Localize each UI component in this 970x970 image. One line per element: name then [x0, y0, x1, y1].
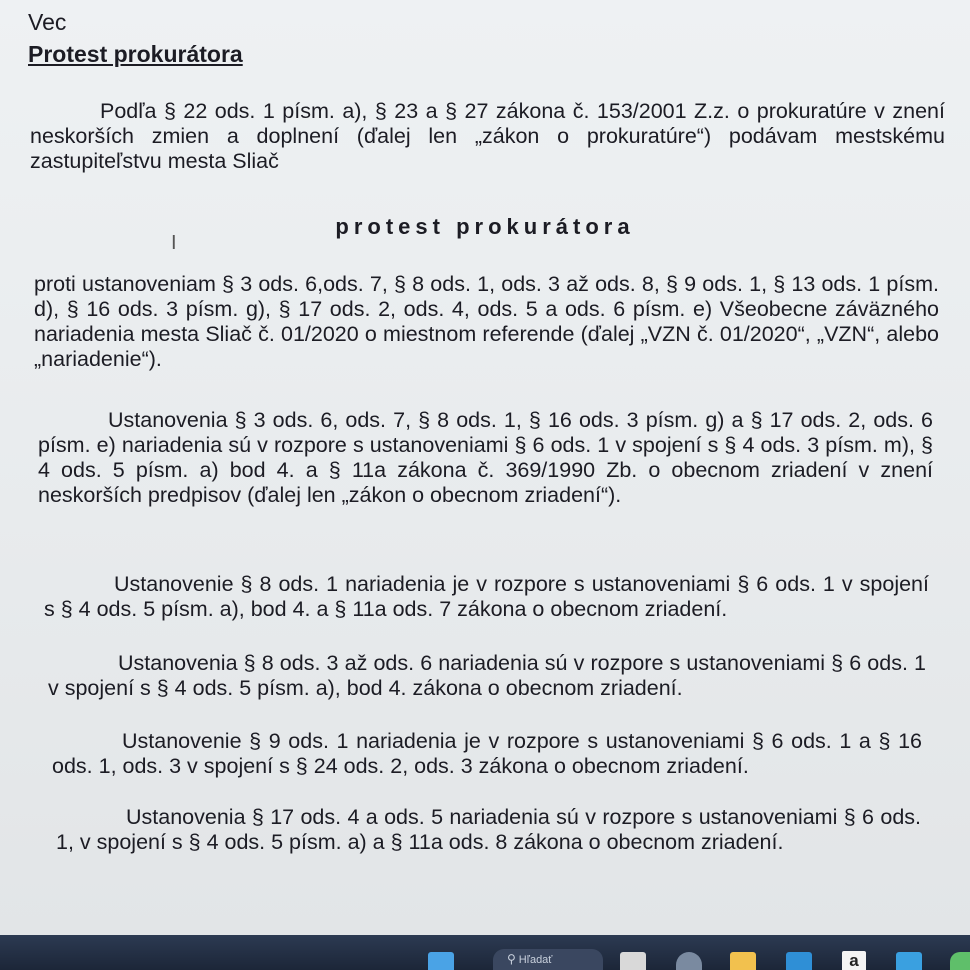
windows-start-icon[interactable] — [428, 952, 454, 970]
app-a-icon[interactable]: a — [842, 951, 866, 970]
paragraph: Ustanovenia § 3 ods. 6, ods. 7, § 8 ods. 1, § 16 ods. 3 písm. g) a § 17 ods. 2, ods. 6 písm. e) nariadenia sú v rozpore s ustanoveniami § 6 ods. 1 v spojení s § 4 ods. 3 písm. m), § 4 ods. 5 písm. a) bod 4. a § 11a zákona č. 369/1990 Zb. o obecnom zriadení v znení neskorších predpisov (ďalej len „zákon o obecnom zriadení“). — [38, 408, 933, 507]
taskbar-search-box[interactable] — [493, 949, 603, 970]
intro-paragraph: Podľa § 22 ods. 1 písm. a), § 23 a § 27 zákona č. 153/2001 Z.z. o prokuratúre v znení neskorších zmien a doplnení (ďalej len „zákon o prokuratúre“) podávam mestskému zastupiteľstvu mesta Sliač — [30, 99, 945, 173]
paragraph: Ustanovenie § 8 ods. 1 nariadenia je v rozpore s ustanoveniami § 6 ods. 1 v spojení s § 4 ods. 5 písm. a), bod 4. a § 11a ods. 7 zákona o obecnom zriadení. — [44, 572, 929, 621]
app-icon[interactable] — [950, 952, 970, 970]
search-label: Hľadať — [518, 954, 553, 966]
search-icon: ⚲ — [507, 952, 516, 966]
subject-label: Vec — [28, 9, 67, 35]
paragraph: Ustanovenia § 17 ods. 4 a ods. 5 nariadenia sú v rozpore s ustanoveniami § 6 ods. 1, v spojení s § 4 ods. 5 písm. a) a § 11a ods. 8 zákona o obecnom zriadení. — [56, 805, 921, 854]
center-heading: protest prokurátora — [335, 214, 635, 239]
paragraph: Ustanovenia § 8 ods. 3 až ods. 6 nariadenia sú v rozpore s ustanoveniami § 6 ods. 1 v spojení s § 4 ods. 5 písm. a), bod 4. zákona o obecnom zriadení. — [48, 651, 926, 700]
subject-title: Protest prokurátora — [28, 41, 243, 67]
file-explorer-icon[interactable] — [730, 952, 756, 970]
taskbar — [0, 935, 970, 970]
paragraph: Ustanovenie § 9 ods. 1 nariadenia je v rozpore s ustanoveniami § 6 ods. 1 a § 16 ods. 1, ods. 3 v spojení s § 24 ods. 2, ods. 3 zákona o obecnom zriadení. — [52, 729, 922, 778]
browser-icon[interactable] — [676, 952, 702, 970]
mail-icon[interactable] — [786, 952, 812, 970]
text-cursor-icon: I — [171, 232, 177, 254]
store-icon[interactable] — [896, 952, 922, 970]
paragraph-objection: proti ustanoveniam § 3 ods. 6,ods. 7, § 8 ods. 1, ods. 3 až ods. 8, § 9 ods. 1, § 13 ods. 1 písm. d), § 16 ods. 3 písm. g), § 17 ods. 2, ods. 4, ods. 5 a ods. 6 písm. e) Všeobecne záväzného nariadenia mesta Sliač č. 01/2020 o miestnom referende (ďalej „VZN č. 01/2020“, „VZN“, alebo „nariadenie“). — [34, 272, 939, 371]
task-view-icon[interactable] — [620, 952, 646, 970]
